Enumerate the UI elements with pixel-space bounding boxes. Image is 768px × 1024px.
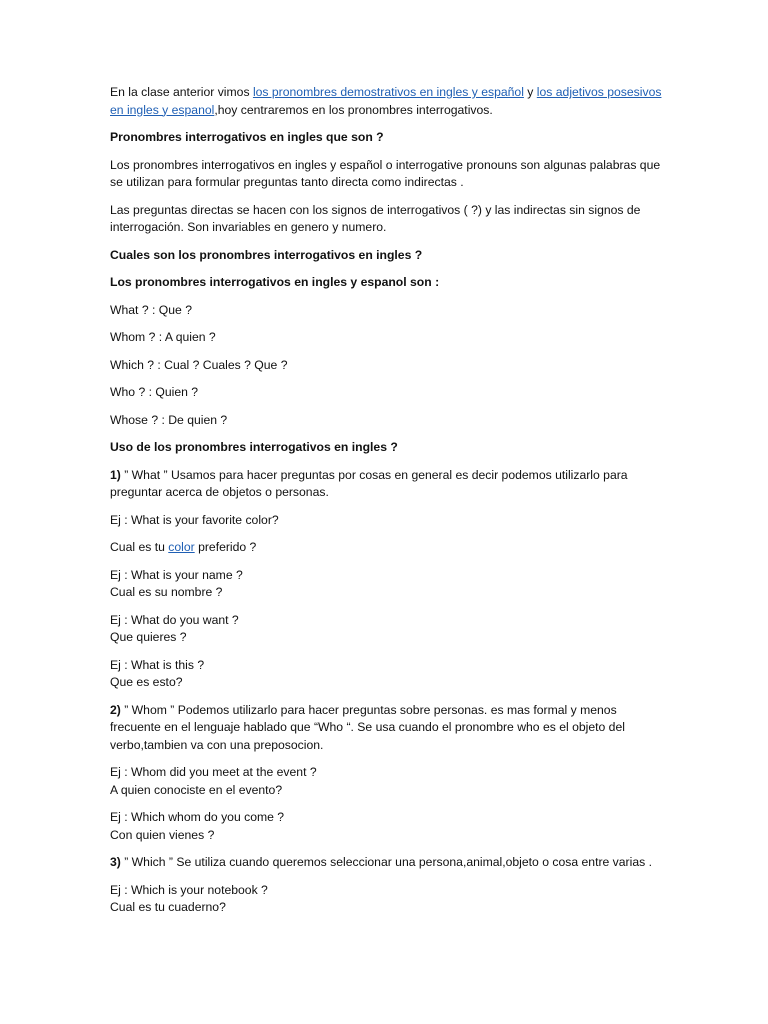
heading-uso: Uso de los pronombres interrogativos en ingles ? — [110, 440, 398, 454]
pronoun-item: Whom ? : A quien ? — [110, 330, 216, 344]
section-whom — [110, 702, 668, 755]
example-question: Ej : Whom did you meet at the event ? — [110, 765, 317, 779]
link-demostrativos[interactable]: los pronombres demostrativos en ingles y español — [252, 85, 524, 99]
example-translation — [110, 539, 668, 557]
example-question: Ej : What is your favorite color? — [110, 512, 279, 527]
example-answer: Con quien vienes ? — [110, 827, 215, 842]
pronoun-item: What ? : Que ? — [110, 302, 192, 317]
section-text: ” Whom ” Podemos utilizarlo para hacer preguntas sobre personas. es mas formal y menos frecuente en el lenguaje hablado que “Who “. Se usa cuando el pronombre who es el objeto del verbo,tambien va con una preposocion. — [110, 702, 625, 752]
example-answer: A quien conociste en el evento? — [110, 782, 283, 797]
intro-text-mid: y — [523, 85, 537, 99]
heading-cuales-son: Cuales son los pronombres interrogativos en ingles ? — [110, 247, 423, 262]
link-color[interactable]: color — [168, 540, 195, 554]
paragraph-directas: Las preguntas directas se hacen con los signos de interrogativos ( ?) y las indirectas sin signos de interrogación. Son invariables en genero y numero. — [110, 202, 641, 234]
intro-text-post: ,hoy centraremos en los pronombres interrogativos. — [214, 102, 493, 117]
link-adjetivos-posesivos[interactable]: los adjetivos posesivos en ingles y espanol — [110, 85, 662, 117]
section-text: ” What ” Usamos para hacer preguntas por cosas en general es decir podemos utilizarlo para preguntar acerca de objetos o personas. — [110, 467, 628, 499]
pronoun-item: Whose ? : De quien ? — [110, 412, 228, 427]
section-what — [110, 467, 668, 502]
example-answer: Cual es su nombre ? — [110, 585, 223, 599]
translation-post: preferido ? — [194, 540, 257, 554]
intro-text-pre: En la clase anterior vimos — [110, 85, 253, 99]
section-number: 2) — [110, 702, 121, 717]
heading-que-son: Pronombres interrogativos en ingles que son ? — [110, 130, 384, 144]
example-answer: Que es esto? — [110, 675, 183, 689]
example-pair — [110, 612, 668, 647]
example-answer: Cual es tu cuaderno? — [110, 900, 226, 914]
example-question: Ej : What is this ? — [110, 657, 205, 672]
example-question: Ej : What is your name ? — [110, 567, 243, 582]
intro-paragraph — [110, 84, 668, 119]
example-pair — [110, 657, 668, 692]
example-answer: Que quieres ? — [110, 630, 187, 644]
translation-pre: Cual es tu — [110, 540, 169, 554]
example-pair — [110, 882, 668, 917]
pronoun-item: Who ? : Quien ? — [110, 385, 199, 399]
heading-lista: Los pronombres interrogativos en ingles y espanol son : — [110, 275, 440, 289]
example-pair — [110, 809, 668, 844]
example-pair — [110, 567, 668, 602]
example-question: Ej : Which is your notebook ? — [110, 882, 268, 897]
pronoun-item: Which ? : Cual ? Cuales ? Que ? — [110, 357, 288, 372]
example-pair — [110, 764, 668, 799]
example-question: Ej : Which whom do you come ? — [110, 810, 285, 824]
section-number: 1) — [110, 467, 121, 482]
example-question: Ej : What do you want ? — [110, 612, 239, 627]
section-number: 3) — [110, 855, 121, 869]
paragraph-definition: Los pronombres interrogativos en ingles y español o interrogative pronouns son algunas palabras que se utilizan para formular preguntas tanto directa como indirectas . — [110, 157, 661, 189]
section-which — [110, 854, 668, 872]
section-text: ” Which ” Se utiliza cuando queremos seleccionar una persona,animal,objeto o cosa entre varias . — [120, 855, 652, 869]
